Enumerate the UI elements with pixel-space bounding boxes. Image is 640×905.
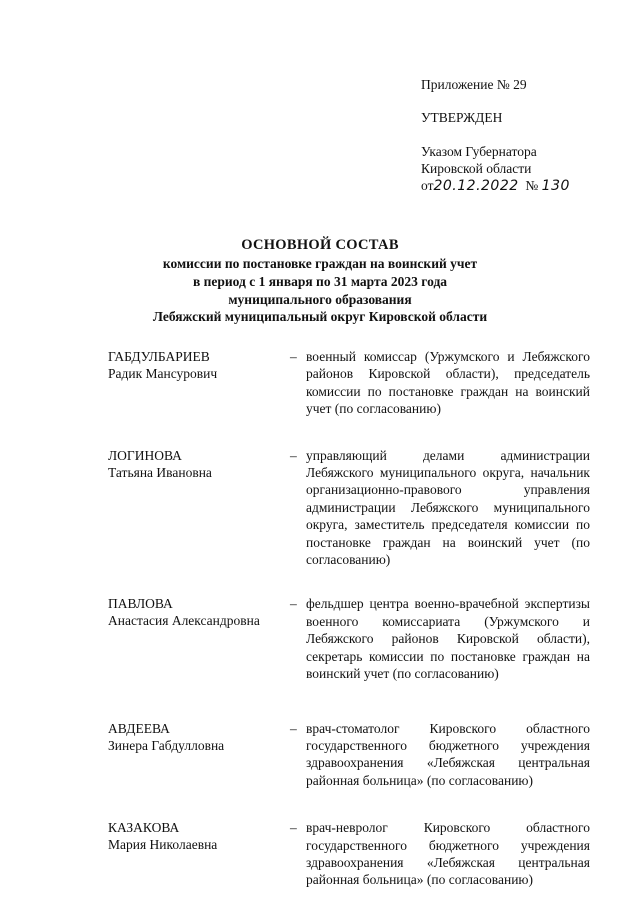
title-line-3: муниципального образования [228,291,412,307]
title-line-4: Лебяжский муниципальный округ Кировской области [152,309,488,325]
number-prefix: № [525,178,539,193]
handwritten-date: 20.12.2022 [433,178,519,194]
member-dash: – [290,720,297,736]
member-given-names: Татьяна Ивановна [108,464,212,480]
member-entry [108,447,590,569]
decree-line-1: Указом Губернатора [421,144,537,159]
member-role: военный комиссар (Уржумского и Лебяжского районов Кировской области), председатель комиссии по постановке граждан на воинский учет (по согласованию) [306,349,590,417]
member-dash: – [290,596,297,612]
member-surname: ПАВЛОВА [108,596,173,612]
member-given-names: Зинера Габдулловна [108,737,225,753]
member-given-names: Мария Николаевна [108,837,218,853]
decree-date-line [421,177,570,195]
title-line-2: в период с 1 января по 31 марта 2023 года [192,273,448,289]
title-line-1: комиссии по постановке граждан на воинский учет [162,256,478,271]
member-role: управляющий делами администрации Лебяжского муниципального округа, начальник организационно-правового управления администрации Лебяжского муниципального округа, заместитель председателя комиссии по постановке граждан на воинский учет (по согласованию) [306,447,590,568]
approved-label: УТВЕРЖДЕН [421,110,503,125]
member-role: врач-невролог Кировского областного государственного бюджетного учреждения здравоохранения «Лебяжская центральная районная больница» (по согласованию) [306,820,590,888]
handwritten-number: 130 [541,178,570,194]
member-name [108,348,288,382]
member-entry [108,595,590,682]
member-given-names: Анастасия Александровна [108,613,260,629]
member-dash: – [290,820,297,836]
member-name [108,819,288,853]
member-dash: – [290,349,297,364]
member-role: врач-стоматолог Кировского областного государственного бюджетного учреждения здравоохранения «Лебяжская центральная районная больница» (по согласованию) [306,720,590,788]
member-name [108,720,288,754]
member-entry [108,348,590,418]
title-main: ОСНОВНОЙ СОСТАВ [241,237,399,253]
member-role: фельдшер центра военно-врачебной экспертизы военного комиссариата (Уржумского и Лебяжского районов Кировской области), секретарь комиссии по постановке граждан на воинский учет (по согласованию) [306,596,590,682]
member-name [108,595,288,629]
member-surname: АВДЕЕВА [108,720,170,736]
member-dash: – [290,447,297,463]
decree-line-2: Кировской области [421,161,532,176]
member-surname: ГАБДУЛБАРИЕВ [108,349,210,364]
member-entry [108,720,590,790]
member-given-names: Радик Мансурович [108,366,218,381]
approval-block [421,76,570,195]
member-name [108,447,288,481]
document-title [0,236,640,326]
appendix-number: Приложение № 29 [421,77,527,92]
member-surname: КАЗАКОВА [108,820,180,836]
members-list [108,348,590,889]
member-entry [108,819,590,889]
date-prefix: от [421,178,434,193]
member-surname: ЛОГИНОВА [108,447,182,463]
